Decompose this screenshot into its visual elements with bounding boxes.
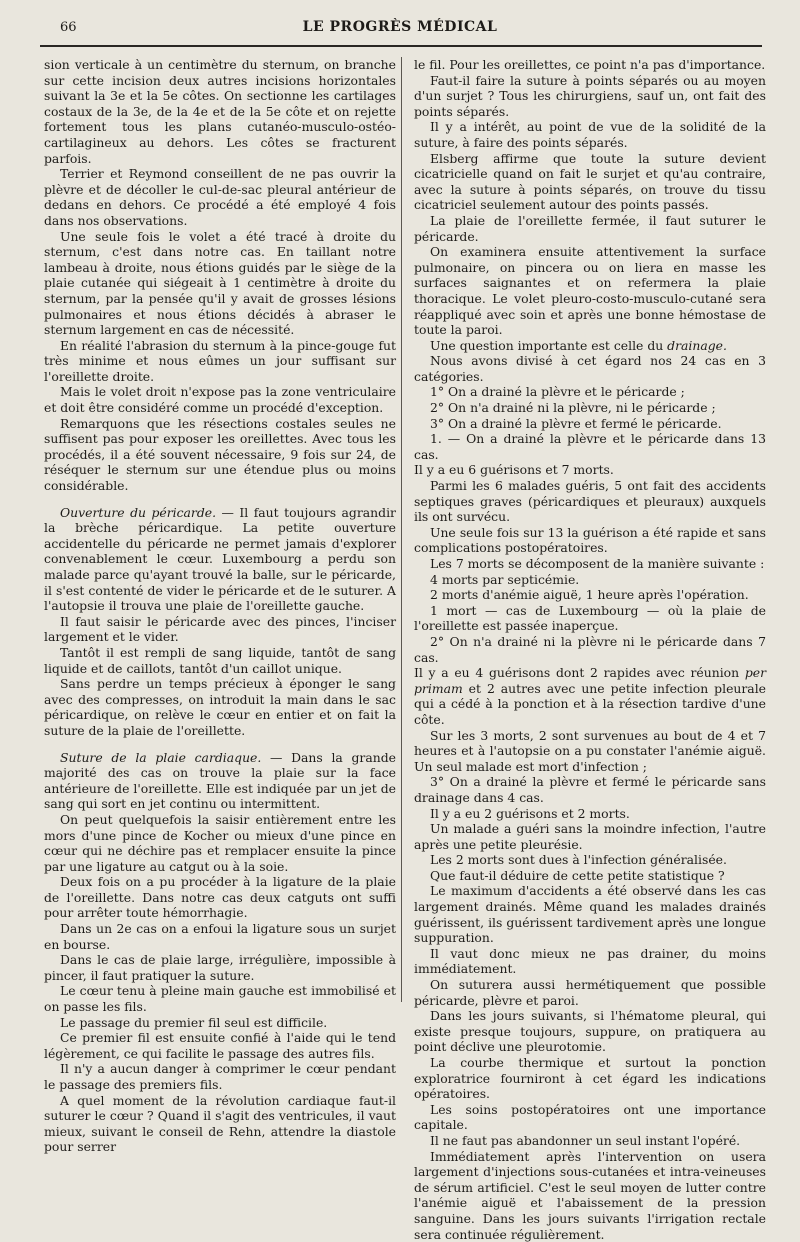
paragraph: La courbe thermique et surtout la ponction exploratrice fourniront à cet égard les indications opératoires. [414,1055,766,1102]
section-heading: Ouverture du péricarde. [60,504,217,520]
paragraph [414,338,766,354]
paragraph: Un malade a guéri sans la moindre infection, l'autre après une petite pleurésie. [414,821,766,852]
paragraph: Immédiatement après l'intervention on usera largement d'injections sous-cutanées et intra-veineuses de sérum artificiel. C'est le seul moyen de lutter contre l'anémie aiguë et l'abaissement de la pression sanguine. Dans les jours suivants l'irrigation rectale sera continuée régulièrement. [414,1148,766,1242]
paragraph: Que faut-il déduire de cette petite statistique ? [430,867,725,883]
drainage-term: drainage. [667,337,727,353]
column-divider [401,57,402,1002]
left-column [44,57,396,1155]
paragraph: Une seule fois sur 13 la guérison a été rapide et sans complications postopératoires. [414,524,766,556]
journal-title: LE PROGRÈS MÉDICAL [302,19,498,35]
paragraph: Sans perdre un temps précieux à éponger le sang avec des compresses, on introduit la main dans le sac péricardique, on relève le cœur en entier et on fait la suture de la plaie de l'oreillette. [44,676,396,738]
paragraph: Le maximum d'accidents a été observé dans les cas largement drainés. Même quand les malades drainés guérissent, ils guérissent tardivement après une longue suppuration. [414,883,766,946]
paragraph: En réalité l'abrasion du sternum à la pince-gouge fut très minime et nous eûmes un jour suffisant sur l'oreillette droite. [44,337,396,384]
paragraph: sion verticale à un centimètre du sternum, on branche sur cette incision deux autres incisions horizontales suivant la 3e et la 5e côtes. On sectionne les cartilages costaux de la 3e, de la 4e et de la 5e côte et on rejette fortement tous les plans cutanéo-musculo-ostéo-cartilagineux au dehors. Les côtes se fracturent parfois. [44,57,396,166]
paragraph: Parmi les 6 malades guéris, 5 ont fait des accidents septiques graves (péricardiques et pleuraux) auxquels ils ont survécu. [414,478,766,525]
paragraph: Deux fois on a pu procéder à la ligature de la plaie de l'oreillette. Dans notre cas deux catguts ont suffi pour arrêter toute hémorrhagie. [44,874,396,921]
paragraph: Remarquons que les résections costales seules ne suffisent pas pour exposer les oreillettes. Avec tous les procédés, il a été souvent nécessaire, 9 fois sur 24, de réséquer le sternum sur une étendue plus ou moins considérable. [44,415,396,494]
list-item: 3° On a drainé la plèvre et fermé le péricarde. [430,415,722,431]
paragraph-tail: et 2 autres avec une petite infection pleurale qui a cédé à la ponction et à la résection tardive d'une côte. [414,680,766,727]
paragraph: On examinera ensuite attentivement la surface pulmonaire, on pincera ou on liera en masse les surfaces saignantes et on refermera la plaie thoracique. Le volet pleuro-costo-musculo-cutané sera réappliqué avec soin et après une bonne hémostase de toute la paroi. [414,244,766,338]
paragraph: Ce premier fil est ensuite confié à l'aide qui le tend légèrement, ce qui facilite le passage des autres fils. [44,1030,396,1061]
header-rule [40,45,762,47]
paragraph: Il y a eu 2 guérisons et 2 morts. [430,805,630,821]
section-paragraph [44,505,396,614]
paragraph: 1. — On a drainé la plèvre et le péricarde dans 13 cas. [414,431,766,462]
paragraph: Il y a eu 6 guérisons et 7 morts. [414,462,614,478]
page-header [40,18,760,42]
list-item: 1° On a drainé la plèvre et le péricarde ; [430,384,685,400]
paragraph: Tantôt il est rempli de sang liquide, tantôt de sang liquide et de caillots, tantôt d'un caillot unique. [44,644,396,676]
paragraph-lead: Il y a eu 4 guérisons dont 2 rapides avec réunion [414,665,745,681]
latin-term: per primam [414,665,766,696]
list-item: 2° On n'a drainé ni la plèvre, ni le péricarde ; [430,400,716,416]
paragraph: Mais le volet droit n'expose pas la zone ventriculaire et doit être considéré comme un procédé d'exception. [44,384,396,416]
paragraph: Terrier et Reymond conseillent de ne pas ouvrir la plèvre et de décoller le cul-de-sac pleural antérieur de dedans en dehors. Ce procédé a été employé 4 fois dans nos observations. [44,166,396,228]
paragraph: Le cœur tenu à pleine main gauche est immobilisé et on passe les fils. [44,983,396,1015]
paragraph: Une seule fois le volet a été tracé à droite du sternum, c'est dans notre cas. En taillant notre lambeau à droite, nous étions guidés par le siège de la plaie cutanée qui siégeait à 1 centimètre à droite du sternum, par la pensée qu'il y avait de grosses lésions pulmonaires et nous étions décidés à abraser le sternum largement en cas de nécessité. [44,228,396,338]
paragraph: Dans le cas de plaie large, irrégulière, impossible à pincer, il faut pratiquer la suture. [44,952,396,983]
paragraph: Il ne faut pas abandonner un seul instant l'opéré. [430,1132,741,1148]
paragraph: Dans les jours suivants, si l'hématome pleural, qui existe presque toujours, suppure, on pratiquera au point déclive une pleurotomie. [414,1008,766,1055]
paragraph: On peut quelquefois la saisir entièrement entre les mors d'une pince de Kocher ou mieux d'une pince en cœur qui ne déchire pas et remplacer ensuite la pince par une ligature au catgut ou à la soie. [44,811,396,874]
section-heading: Suture de la plaie cardiaque. [60,749,262,765]
paragraph: Faut-il faire la suture à points séparés ou au moyen d'un surjet ? Tous les chirurgiens, sauf un, ont fait des points séparés. [414,72,766,119]
paragraph: Les 7 morts se décomposent de la manière suivante : [430,556,765,571]
paragraph: Elsberg affirme que toute la suture devient cicatricielle quand on fait le surjet et qu'au contraire, avec la suture à points séparés, on trouve du tissu cicatriciel seulement autour des points passés. [414,150,766,213]
right-column [414,57,766,1242]
paragraph: le fil. Pour les oreillettes, ce point n'a pas d'importance. [414,57,766,72]
paragraph: Il n'y a aucun danger à comprimer le cœur pendant le passage des premiers fils. [44,1061,396,1092]
paragraph: On suturera aussi hermétiquement que possible péricarde, plèvre et paroi. [414,977,766,1008]
section-text: — Il faut toujours agrandir la brèche péricardique. La petite ouverture accidentelle du péricarde ne permet jamais d'explorer convenablement le cœur. Luxembourg a perdu son malade parce qu'ayant trouvé la balle, sur le péricarde, il s'est contenté de vider le péricarde et de le suturer. A l'autopsie il trouva une plaie de l'oreillette gauche. [44,504,396,614]
section-paragraph [44,750,396,812]
paragraph-lead: Une question importante est celle du [430,337,668,353]
paragraph: Il y a intérêt, au point de vue de la solidité de la suture, à faire des points séparés. [414,119,766,150]
paragraph: Les 2 morts sont dues à l'infection généralisée. [430,852,727,868]
paragraph: La plaie de l'oreillette fermée, il faut suturer le péricarde. [414,212,766,244]
section-text: — Dans la grande majorité des cas on trouve la plaie sur la face antérieure de l'oreillette. Elle est indiquée par un jet de sang qui sort en jet continu ou intermittent. [44,749,396,812]
paragraph: Dans un 2e cas on a enfoui la ligature sous un surjet en bourse. [44,921,396,952]
paragraph: Les soins postopératoires ont une importance capitale. [414,1101,766,1133]
list-item: 2 morts d'anémie aiguë, 1 heure après l'opération. [430,587,749,603]
paragraph [414,665,766,727]
paragraph: 3° On a drainé la plèvre et fermé le péricarde sans drainage dans 4 cas. [414,774,766,805]
paragraph: Le passage du premier fil seul est difficile. [60,1014,328,1030]
list-item: 4 morts par septicémie. [430,571,580,587]
paragraph: Il vaut donc mieux ne pas drainer, du moins immédiatement. [414,945,766,977]
paragraph: 2° On n'a drainé ni la plèvre ni le péricarde dans 7 cas. [414,633,766,665]
paragraph: A quel moment de la révolution cardiaque faut-il suturer le cœur ? Quand il s'agit des ventricules, il vaut mieux, suivant le conseil de Rehn, attendre la diastole pour serrer [44,1092,396,1155]
paragraph: Sur les 3 morts, 2 sont survenues au bout de 4 et 7 heures et à l'autopsie on a pu constater l'anémie aiguë. Un seul malade est mort d'infection ; [414,727,766,774]
paragraph: Nous avons divisé à cet égard nos 24 cas en 3 catégories. [414,353,766,384]
paragraph: Il faut saisir le péricarde avec des pinces, l'inciser largement et le vider. [44,613,396,645]
page-number: 66 [60,20,77,35]
list-item: 1 mort — cas de Luxembourg — où la plaie de l'oreillette est passée inaperçue. [414,602,766,634]
